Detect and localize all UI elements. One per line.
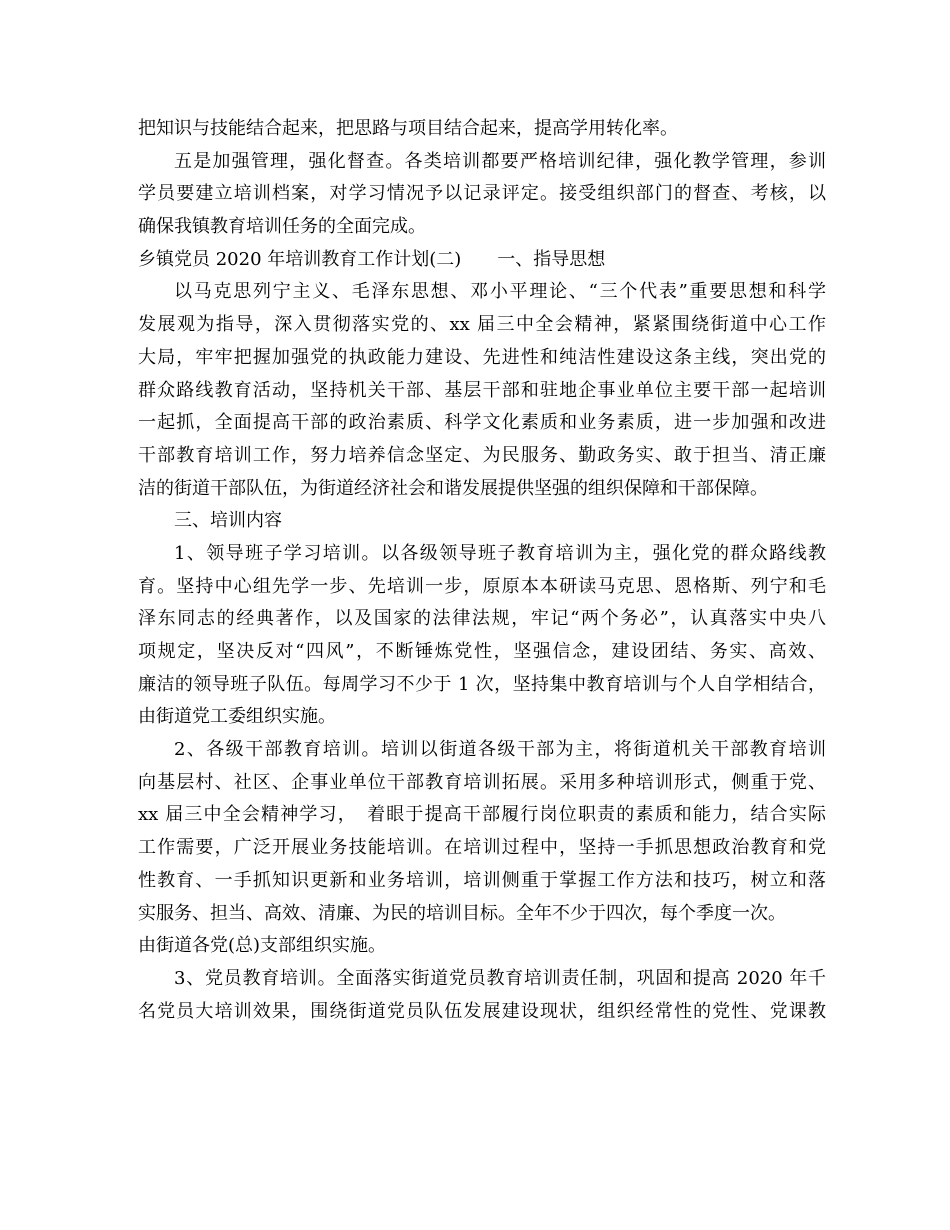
- text-line: 名党员大培训效果，围绕街道党员队伍发展建设现状，组织经常性的党性、党课教: [138, 1000, 826, 1022]
- text-line: 三、培训内容: [174, 510, 282, 532]
- text-line: 2、各级干部教育培训。培训以街道各级干部为主，将街道机关干部教育培训: [174, 739, 826, 761]
- text-line: 干部教育培训工作，努力培养信念坚定、为民服务、勤政务实、敢于担当、清正廉: [138, 444, 826, 466]
- text-line: 洁的街道干部队伍，为街道经济社会和谐发展提供坚强的组织保障和干部保障。: [138, 477, 768, 499]
- text-line: 项规定，坚决反对“四风”，不断锤炼党性，坚强信念，建设团结、务实、高效、: [138, 641, 826, 662]
- text-line: 工作需要，广泛开展业务技能培训。在培训过程中，坚持一手抓思想政治教育和党: [138, 837, 826, 859]
- text-line: 以马克思列宁主义、毛泽东思想、邓小平理论、“三个代表”重要思想和科学: [174, 281, 826, 303]
- text-line: 廉洁的领导班子队伍。每周学习不少于 1 次，坚持集中教育培训与个人自学相结合，: [138, 673, 826, 695]
- text-line: 大局，牢牢把握加强党的执政能力建设、先进性和纯洁性建设这条主线，突出党的: [138, 346, 826, 368]
- text-line: 群众路线教育活动，坚持机关干部、基层干部和驻地企事业单位主要干部一起培训: [138, 379, 826, 401]
- text-line: 五是加强管理，强化督查。各类培训都要严格培训纪律，强化教学管理，参训: [174, 150, 826, 172]
- text-line: 发展观为指导，深入贯彻落实党的、xx 届三中全会精神，紧紧围绕街道中心工作: [138, 314, 826, 336]
- document-body: [138, 113, 826, 1028]
- text-line: 乡镇党员 2020 年培训教育工作计划(二) 一、指导思想: [138, 248, 606, 270]
- text-line: 由街道各党(总)支部组织实施。: [138, 935, 387, 957]
- text-line: 育。坚持中心组先学一步、先培训一步，原原本本研读马克思、恩格斯、列宁和毛: [138, 575, 826, 597]
- text-line: 一起抓，全面提高干部的政治素质、科学文化素质和业务素质，进一步加强和改进: [138, 412, 826, 434]
- text-line: 学员要建立培训档案，对学习情况予以记录评定。接受组织部门的督查、考核，以: [138, 183, 826, 205]
- text-line: 3、党员教育培训。全面落实街道党员教育培训责任制，巩固和提高 2020 年千: [174, 967, 826, 989]
- text-line: 1、领导班子学习培训。以各级领导班子教育培训为主，强化党的群众路线教: [174, 542, 826, 564]
- text-line: 向基层村、社区、企事业单位干部教育培训拓展。采用多种培训形式，侧重于党、: [138, 771, 826, 793]
- text-line: 由街道党工委组织实施。: [138, 706, 336, 728]
- text-line: 性教育、一手抓知识更新和业务培训，培训侧重于掌握工作方法和技巧，树立和落: [138, 869, 826, 891]
- text-line: 确保我镇教育培训任务的全面完成。: [138, 216, 426, 238]
- text-line: 把知识与技能结合起来，把思路与项目结合起来，提高学用转化率。: [138, 118, 678, 139]
- text-line: 实服务、担当、高效、清廉、为民的培训目标。全年不少于四次，每个季度一次。: [138, 902, 786, 924]
- text-line: 泽东同志的经典著作，以及国家的法律法规，牢记“两个务必”，认真落实中央八: [138, 608, 826, 630]
- text-line: xx 届三中全会精神学习， 着眼于提高干部履行岗位职责的素质和能力，结合实际: [138, 804, 826, 826]
